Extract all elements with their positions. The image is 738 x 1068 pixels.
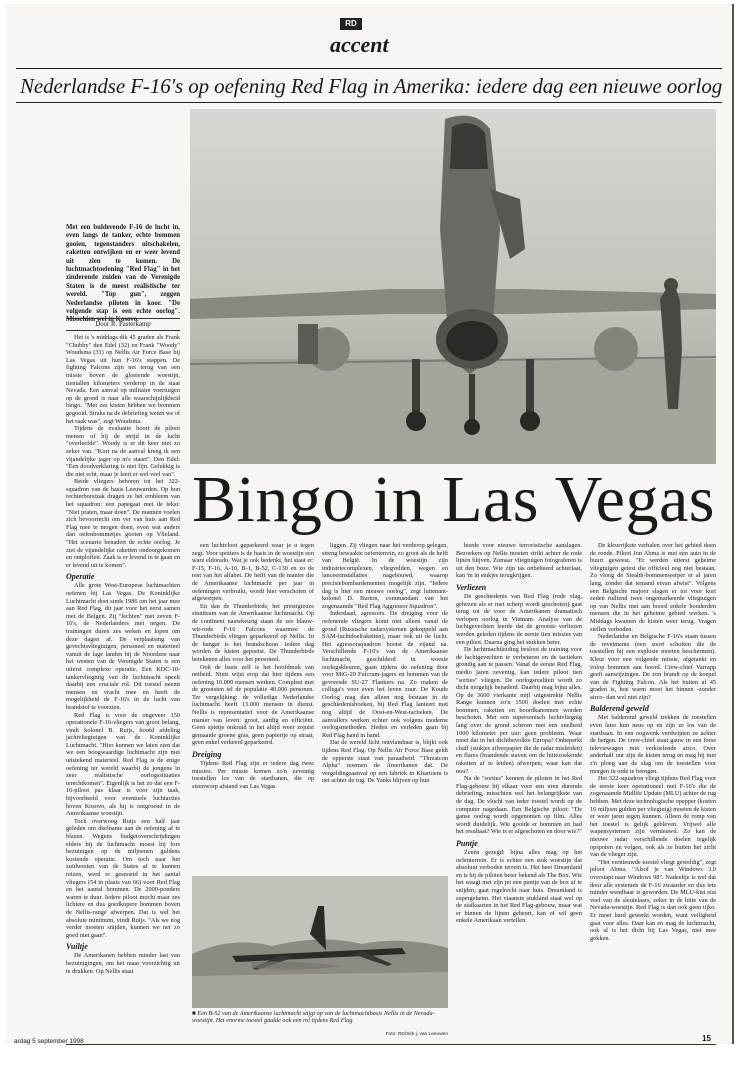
page-date: ardag 5 september 1998 (14, 1038, 84, 1045)
text-column-4 (456, 542, 582, 984)
f16-fighter-jet-image (190, 109, 716, 464)
f16-photo (190, 109, 716, 464)
section-heading: Vuiltje (66, 942, 88, 952)
paragraph: Dat de wereld licht ontvlambaar is, blijkt ook tijdens Red Flag. Op Nellis Air Force Base geldt de opperste staat van paraatheid. "Threatcon Alpha" noemen de Amerikanen dat. De vergeldingsaanval op een fabriek in Khartoem is net achter de rug. De Yanks blijven op hun (322, 739, 448, 785)
footer-rule (66, 1044, 716, 1045)
accent-logo (322, 18, 408, 62)
text-column-1 (66, 334, 180, 984)
section-heading: Puntje (456, 838, 478, 848)
paragraph: Beide vliegers behoren tot het 322-squadron van de basis Leeuwarden. Op hun rechterborstzak dragen ze het embleem van het squadron: een papegaai met de tekst: "Niet praten, maar doen". De mannen voelen zich bevoorrecht om ver van huis aan Red Flag mee te mogen doen, even wat anders dan oefenbommetjes gooien op Vlieland. "Het scenario benadert de echte oorlog. Je ziet de vijandelijke raketten ondoorgekomen en ontploffen. Zaak is er levend in te gaan en er levend uit te komen". (66, 478, 180, 569)
section-heading: Balderend geweld (590, 704, 649, 714)
paragraph: een luchtvloot geparkeerd waar je u tegen zegt. Voor spotters is de basis in de woestijn een ware eldorado. Wat je ook bedenkt, het staat er: F-15, F-16, A-10, B-1, B-52, C-130 en zo de rest van het alfabet. De helft van de manier die de Amerikaanse luchtmacht per jaar in oefeningen verbruikt, wordt hier verschoten of afgewerpen. (192, 542, 314, 603)
paragraph: De Amerikanen hebben minder last van bezuinigingen, om het maar voorzichtig uit te drukken. Op Nellis staat (66, 952, 180, 975)
paragraph: Nederlandse en Belgische F-16's staan tussen de revetments (een soort schotten die de toestellen bij een explosie moeten beschermen). Kleur voor een volgende missie, afgetankt en volop bommen aan boord. Crew-chief Varrapp geeft aanwijzingen. De zon brandt op de koepel van de Fighting Falcon. Als het buiten al 45 graden is, hoe warm moet het binnen -zonder airco- dan wel niet zijn? (590, 633, 716, 701)
paragraph: hoede voor nieuwe terroristische aanslagen. Bezoekers op Nellis moeten strikt achter de rode lijnen blijven. Zomaar vliegtuigen fotograferen is uit den boze. Wie zijn tas onbeheerd achterlaat, kan 'm in stukjes terugkrijgen. (456, 542, 582, 580)
section-heading: Dreiging (192, 750, 222, 760)
text-column-5 (590, 542, 716, 984)
photo-credit: Foto: RD/Sirk j. van Leeuwen (385, 1032, 448, 1037)
paragraph: De luchtmachtleiding besloot de training voor de luchtgevechten te verbeteren en de tactieken grondig aan te passen. Vanaf de eerste Red Flag, medio jaren zeventig, kan iedere piloot tien "sorties" vliegen. De oorlogsrealiteit wordt zo dicht mogelijk benaderd. Daarbij mag bijna alles. Op de 3600 vierkante mijl uitgestrekte Nellis Range kunnen zo'n 1500 doelen met echte bommen, raketten en boordkanonnen worden beschoten. Met een supersonisch luchtvliegnig lang over de grond scheren met een snelheid 1000 kilometer per uur: geen probleem. Waar moet dat in het dichtbevolkte Europa? Onbeperkt chaff (stukjes zilverpapier die de radar misleiden) en flares (brandende staven om de hittezoekende raketten af te leiden) afwerpen; waar kan dat nou? (456, 646, 582, 775)
newspaper-page (6, 4, 734, 1044)
logo-badge: RD (340, 18, 362, 30)
caption-text: Een B-52 van de Amerikaanse luchtmacht stijgt op van de luchtmachtbasis Nellis in de Nevada-woestijn. Het enorme toestel gaalde ook een rol tijdens Red Flag. (192, 1010, 435, 1025)
paragraph: liggen. Zij vliegen naar het verderop gelegen, streng bewaakte oefenterrein, zo groot als de helft van België. In de woestijn zijn industriecomplexen, vliegvelden, wegen en lanceerinstallaties nagebouwd, waarop precisiebombardementen mogelijk zijn. "Iedere dag is hier een nieuwe oorlog", zegt luitenant-kolonel D. Burton, commandant van het zogenaamde "Red Flag Aggressor Squadron". (322, 542, 448, 610)
paragraph: Met balderend geweld trekken de toestellen even later hun neus op en zijn ze los van de startbaan. In een oogwenk verdwijnen ze achter de bergen. De crew-chief staat gauw in een forse televiewagen met verkoelende airco. Over anderhalf uur zijn de kisten terug en mag hij met z'n ploeg aan de slag om de toestellen voor morgen in orde te brengen. (590, 714, 716, 775)
paragraph: De kleurrijkste verhalen over het gebied doen de ronde. Piloot Jon Abma is met een auto in de buurt geweest. "Er werden uiterst geheime vliegtuigen getest die officieel nog niet bestaan. Zo vloog de Stealth-bommenwerper er al jaren lang, zonder dat iemand ervan afwist". Volgens een Belgische majoor slagen er tot voor kort zeden ruiltend twee ongemarkeerde vliegtuigen op van Nellis met aan boord enkele honderden mensen die in het geheime gebied werken. 's Middags kwamen de kisten weer terug. Vragen stellen verboden. (590, 542, 716, 633)
paragraph: Ook de basis zelf is het hoofdmuk van netheid. Niets wijst erop dat hier tijdens een oefening 10.000 mensen werken. Compleet met de grootsten tel de populatie 40.000 personen. Ter vergelijking: de volledige Nederlandse luchtmacht heeft 13.000 mensen in dienst. Nellis is representatief voor de Amerikaanse manier van leven: groot, aardig en efficiënt. Geen spietje onkruid in het altijd weer zojuist gemaaide groene gras, geen papiertje op straat, geen enkel verkeerd geparkeerd. (192, 663, 314, 747)
paragraph: Na de "sorties" kennen de piloten in het Red Flag-gebouw bij elkaar voor een uren durende debriefing, misschien wel het belangrijkste van de dag. De vlucht van ieder toestel wordt op de computer nagedaan. Een Belgische piloot: "De ganse oorlog wordt opgenomen op film. Alles wordt duidelijk. Wie gooide er bommen en had het resultaat? Wie is er afgeschoten en door wie?" (456, 775, 582, 836)
paragraph: Tijdens de evaluatie hoort de piloot meteen of hij de strijd in de lucht "overleefde". Woody is er dit keer niet zo zeker van. "Kort na de aanval kreeg ik een vijandelijke jager op m's staart". Den Edel: "Een doodverklaring is niet fijn. Gelukkig is die niet echt, maar je leert er wel veel van". (66, 425, 180, 478)
paragraph: Alle grote West-Europese luchtmachten oefenen bij Las Vegas. De Koninklijke Luchtmacht doet sinds 1986 om het jaar mee aan Red Flag, dit jaar voor het eerst samen met de Belgen. Zij "lechten" met zeven F-16's, de Nederlanders met negen. De trainingen duren zes weken en lopen om deze dagen af. De verplaatsing van gevechtsvliegtuigen, personeel en materieel vanuit de lage landen bij de Noordzee naar het westen van de Verenigde Staten is een uiterst complexe operatie. Een KDC-10-tankervliegtuig van de luchtmacht speelt daarbij een cruciale rol. Dit toestel neemt mensen en vracht mee en heeft de mogelijkheid de F-16's in de lucht van brandstof te voorzien. (66, 582, 180, 711)
paragraph: Red Flag is voor de ongeveer 150 operationele F-16-vliegers van groot belang, vindt kolonel B. Ruijs, hoofd afdeling jachtvliegtuigen van de Koninklijke Luchtmacht. "Hier kunnen we laten zien dat we een hoogwaardige luchtmacht zijn met uitstekend materieel. Red Flag is de enige oefening ter wereld waarbij de jongens in zeer realistische oorlogssituaties terechtkomen". Eigenlijk is het zo dat een F-16-piloot pas klaar is voor zijn taak, bijvoorbeeld voor eventuele luchtacties boven Kosovo, als hij is ontgroend in de Amerikaanse woestijn. (66, 711, 180, 818)
section-heading: Verliezen (456, 582, 487, 592)
b52-bomber-image (192, 876, 448, 1008)
byline: Door R. Pasterkamp (66, 318, 180, 331)
paragraph: De geschiedenis van Red Flag (rode vlag, gebezen als er met scherp wordt geschoten) gaat terug tot de voor de Amerikanen dramatisch verlopen oorlog in Vietnam. Analyse van de luchtgevechten leerde dat de grootste verliezen werden geleden tijdens de eerste tien missies van een piloot. Daarna ging het stukken beter. (456, 592, 582, 646)
article-title: Bingo in Las Vegas (192, 463, 715, 536)
paragraph: Toch overwoog Ruijs een half jaar geleden om deelname aan de oefening af te blazen. Wegens budgetoverschrijdingen elders bij de luchtmacht moest hij fors bezuinigen op de miljoenen guldens kostende operatie. Om toch naar het zuidwesten van de States af te kunnen reizen, werd er gesnoeid in het aantal vliegers (54 in plaats van 66) voor Red Flag en het aantal bommen. De 2000-ponders waren te duur. Iedere piloot mocht maar zes lichtere en dus goedkopere bommen boven de Nellis-range afwerpen. Dat is wel het absolute minimum, vindt Ruijs. "Als we nog verder moeten snijden, kunnen we net zo goed niet gaan". (66, 817, 180, 939)
paragraph: Zeeën gezegd: bijna alles mag op het oefenterrein. Er is echter een stuk woestijn dat absoluut verboden terrein is. Het heet Dreamland en is bij de piloten beter bekend als The Box. Wie het waagt met zijn jet een puntje van de box af te snijden, gaat regelrecht naar huis. Dreamland is supergeheim. Het viaanste stukland staat wel op de stafkaarten in het Red Flag-gebouw, maar wat er binnen de lijnen gebeurt, kan of wil geen enkele Amerikaan vertellen. (456, 848, 582, 925)
photo-caption: ■ Een B-52 van de Amerikaanse luchtmacht stijgt op van de luchtmachtbasis Nellis in de Nevada-woestijn. Het enorme toestel gaalde ook een rol tijdens Red Flag. (192, 1010, 435, 1025)
paragraph: Het is 's middags dik 45 graden als Frank "Chubby" den Edel (32) en Frank "Woody" Woudsma (31) op Nellis Air Force Base bij Las Vegas uit hun F-16's stappen. De fighting Falcons zijn net terug van een missie boven de gloeiende woestijn, tientallen kilometers verderop in de staat Nevada. Een aanval op militaire voertuigen op de grond is naar alle waarschijnlijkheid bingo. "Met zes kisten hebben we bommen gegooid. Straks na de debriefing weten we of het raak was", zegt Woudsma. (66, 334, 180, 425)
header-rule-top (16, 68, 722, 69)
paragraph: En dan de Thunderbirds, het prestigieuze stuntteam van de Amerikaanse luchtmacht. Op de continent nauwkeurig staan de zes blauw-wit-rode F-16 Falcons waarmee de Thunderbirds vliegen geparkeerd op Nellis. In de hangar is het brandschoon. Iedere dag worden de kisten gepoetst. De Thunderbirds betekenen alles voor het personeel. (192, 602, 314, 663)
paragraph: Inderdaad, agressors. De dreiging voor de oefenende vliegers komt niet alleen vanaf de grond (Russische radarsystemen gekoppeld aan SAM-luchtdoelraketten), maar ook uit de lucht. Het agressorsquadron bootst de vijand na. Verschillende F-16's van de Amerikaanse luchtmacht, geschilderd in woeste oorlogskleuren, gaan tijdens de oefening door voor MiG-29 Fulcrum-jagers en bommen van de gevreesde SU-27 Flankers na. Zo maken de collega's voor even het leven zuur. De Koude Oorlog mag dan alleen nog bestaan in de geschiedenisboeken, bij Red Flag lanteert met nog altijd de Oost-en-West-tactieken. De aanvallers werken echter ook volgens moderne oorlogsmethoden. Heden en verleden gaan bij Red Flag hand in hand. (322, 610, 448, 739)
paragraph: Tijdens Red Flag zijn er iedere dag twee missies. Per missie komen zo'n zeventig toestellen los van de startbanen, die op steenworp afstand van Las Vegas (192, 760, 314, 790)
text-column-2 (192, 542, 314, 874)
page-number: 15 (702, 1034, 711, 1043)
b52-photo (192, 876, 448, 1008)
paragraph: Het 322-squadron vliegt tijdens Red Flag voor de eerste keer operationeel met F-16's die de zogenaamde Midlife Update (MLU) achter de rug hebben. Met deze technologische opepper (kosten 16 miljoen gulden per vliegtuig) moeten de kisten er weer jaren tegen kunnen. Alleen de romp van het toestel is gelijk gebleven. Vrijwel alle wapensystemen zijn vernieuwd. Zo kan de nieuwe radar verschillende doelen tegelijk opsporen en volgen, ook als ze buiten het zicht van de vlieger zijn. (590, 775, 716, 859)
paragraph: "Het vernieuwde toestel vliegt geweldig", zegt piloot Abma. "Alsof je van Windows 3.0 overstapt naar Windows 98". Nadeeltje is wel dat door alle systemen de F-16 zwaarder en dus iets minder wendbaar is geworden. De MLU-kist eist veel van de sleutelaars, zeker in de hitte van de Nevada-woestijn. Red Flag is dan ook geen tijko. Er moet hard gewerkt worden, want veiligheid gaat voor alles. Daar kan en mag de luchtmacht, ook al is het dicht bij Las Vegas, niet mee gokken. (590, 858, 716, 942)
section-heading: Operatie (66, 572, 95, 582)
article-intro: Met een bulderende F-16 de lucht in, even langs de tanker, echte bommen gooien, tegenstanders uitschakelen, raketten ontwijken en er weer levend uit zien te komen. De luchtmachtoefening "Red Flag" in het zinderende zuiden van de Verenigde Staten is de meest realistische ter wereld. "Top gun", zeggen Nederlandse piloten in koor. "De volgende stap is een echte oorlog". Misschien wel in Kosovo. (66, 224, 180, 324)
headline: Nederlandse F-16's op oefening Red Flag in Amerika: iedere dag een nieuwe oorlog (20, 74, 723, 98)
logo-word: accent (330, 32, 389, 57)
header-rule-bottom (16, 102, 722, 103)
